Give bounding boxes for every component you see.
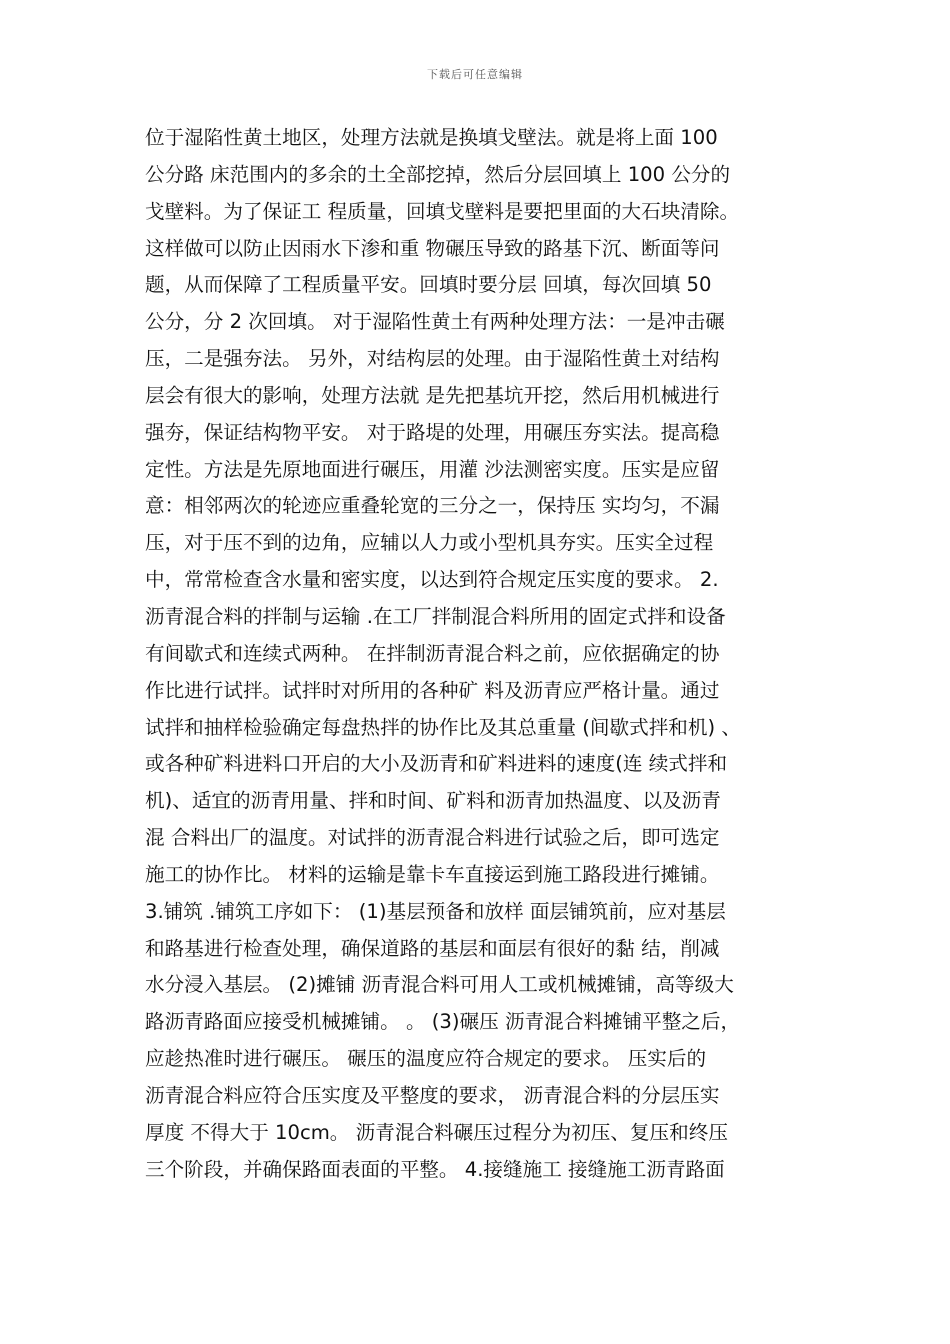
text-line: 路沥青路面应接受机械摊铺。 。 (3)碾压 沥青混合料摊铺平整之后，	[145, 1010, 741, 1034]
text-line: 或各种矿料进料口开启的大小及沥青和矿料进料的速度(连 续式拌和	[145, 752, 728, 776]
text-line: 作比进行试拌。试拌时对所用的各种矿 料及沥青应严格计量。通过	[145, 678, 720, 702]
text-line: 沥青混合料的拌制与运输 .在工厂拌制混合料所用的固定式拌和设备	[145, 604, 726, 628]
text-line: 三个阶段，并确保路面表面的平整。 4.接缝施工 接缝施工沥青路面	[145, 1157, 725, 1181]
text-line: 压，二是强夯法。 另外，对结构层的处理。由于湿陷性黄土对结构	[145, 347, 720, 371]
text-line: 沥青混合料应符合压实度及平整度的要求， 沥青混合料的分层压实	[145, 1083, 720, 1107]
text-line: 公分，分 2 次回填。 对于湿陷性黄土有两种处理方法：一是冲击碾	[145, 310, 725, 334]
text-line: 题，从而保障了工程质量平安。回填时要分层 回填，每次回填 50	[145, 273, 712, 297]
text-line: 机)、适宜的沥青用量、拌和时间、矿料和沥青加热温度、以及沥青	[145, 789, 721, 813]
text-line: 这样做可以防止因雨水下渗和重 物碾压导致的路基下沉、断面等问	[145, 236, 720, 260]
text-line: 3.铺筑 .铺筑工序如下： (1)基层预备和放样 面层铺筑前，应对基层	[145, 899, 726, 923]
text-line: 压，对于压不到的边角，应辅以人力或小型机具夯实。压实全过程	[145, 531, 714, 555]
text-line: 施工的协作比。 材料的运输是靠卡车直接运到施工路段进行摊铺。	[145, 862, 720, 886]
text-line: 和路基进行检查处理，确保道路的基层和面层有很好的黏 结，削减	[145, 936, 720, 960]
text-line: 意：相邻两次的轮迹应重叠轮宽的三分之一，保持压 实均匀，不漏	[145, 494, 720, 518]
text-line: 应趁热准时进行碾压。 碾压的温度应符合规定的要求。 压实后的	[145, 1047, 707, 1071]
text-line: 试拌和抽样检验确定每盘热拌的协作比及其总重量 (间歇式拌和机) 、	[145, 715, 741, 739]
document-body	[145, 120, 825, 1188]
text-line: 强夯，保证结构物平安。 对于路堤的处理，用碾压夯实法。提高稳	[145, 420, 720, 444]
text-line: 厚度 不得大于 10cm。 沥青混合料碾压过程分为初压、复压和终压	[145, 1120, 728, 1144]
text-line: 公分路 床范围内的多余的土全部挖掉，然后分层回填上 100 公分的	[145, 162, 731, 186]
text-line: 有间歇式和连续式两种。 在拌制沥青混合料之前，应依据确定的协	[145, 641, 720, 665]
page-header: 下载后可任意编辑	[427, 68, 523, 81]
text-line: 定性。方法是先原地面进行碾压，用灌 沙法测密实度。压实是应留	[145, 457, 720, 481]
text-line: 混 合料出厂的温度。对试拌的沥青混合料进行试验之后，即可选定	[145, 826, 720, 850]
text-line: 位于湿陷性黄土地区，处理方法就是换填戈壁法。就是将上面 100	[145, 126, 718, 149]
text-line: 水分浸入基层。 (2)摊铺 沥青混合料可用人工或机械摊铺，高等级大	[145, 973, 734, 997]
text-line: 中，常常检查含水量和密实度，以达到符合规定压实度的要求。 2.	[145, 568, 719, 592]
text-line: 戈壁料。为了保证工 程质量，回填戈壁料是要把里面的大石块清除。	[145, 199, 740, 223]
text-line: 层会有很大的影响，处理方法就 是先把基坑开挖，然后用机械进行	[145, 383, 720, 407]
